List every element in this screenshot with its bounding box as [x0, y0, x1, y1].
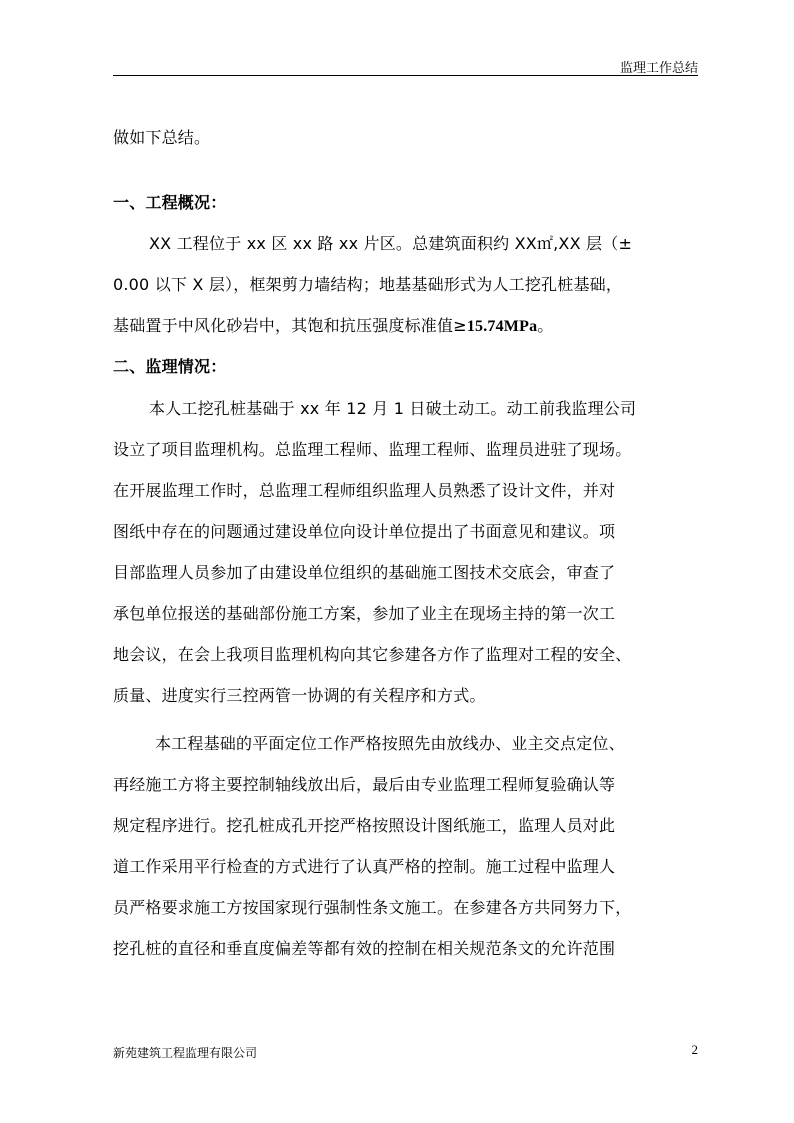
section-2-heading: 二、监理情况：	[113, 357, 227, 376]
paragraph-1-line: 质量、进度实行三控两管一协调的有关程序和方式。	[113, 686, 486, 705]
paragraph-2-line: 挖孔桩的直径和垂直度偏差等都有效的控制在相关规范条文的允许范围	[113, 939, 616, 958]
intro-line: 做如下总结。	[113, 128, 211, 147]
section-1-line-3	[113, 313, 554, 336]
header-title: 监理工作总结	[619, 61, 698, 76]
page-number: 2	[691, 1042, 698, 1057]
paragraph-1-line: 目部监理人员参加了由建设单位组织的基础施工图技术交底会，审查了	[113, 563, 616, 582]
paragraph-1-line: 在开展监理工作时，总监理工程师组织监理人员熟悉了设计文件，并对	[113, 481, 616, 500]
paragraph-2-line: 本工程基础的平面定位工作严格按照先由放线办、业主交点定位、	[155, 734, 625, 753]
paragraph-1-line: 设立了项目监理机构。总监理工程师、监理工程师、监理员进驻了现场。	[113, 440, 632, 459]
section-1-line-1: XX 工程位于 xx 区 xx 路 xx 片区。总建筑面积约 XX㎡,XX 层（±	[149, 234, 633, 253]
paragraph-2-line: 道工作采用平行检查的方式进行了认真严格的控制。施工过程中监理人	[113, 857, 616, 876]
footer-company: 新苑建筑工程监理有限公司	[113, 1046, 258, 1060]
paragraph-2-line: 规定程序进行。挖孔桩成孔开挖严格按照设计图纸施工，监理人员对此	[113, 816, 616, 835]
section-1-line-3-text: 基础置于中风化砂岩中，其饱和抗压强度标准值≥	[113, 316, 467, 335]
paragraph-1-line: 承包单位报送的基础部份施工方案，参加了业主在现场主持的第一次工	[113, 604, 616, 623]
paragraph-1-line: 地会议，在会上我项目监理机构向其它参建各方作了监理对工程的安全、	[113, 645, 632, 664]
section-1-line-2: 0.00 以下 X 层），框架剪力墙结构；地基基础形式为人工挖孔桩基础，	[113, 275, 623, 294]
header-rule	[113, 75, 698, 76]
paragraph-2-line: 再经施工方将主要控制轴线放出后，最后由专业监理工程师复验确认等	[113, 775, 616, 794]
section-1-line-3-end: 。	[537, 316, 554, 335]
paragraph-1-line: 图纸中存在的问题通过建设单位向设计单位提出了书面意见和建议。项	[113, 522, 616, 541]
section-1-heading: 一、工程概况：	[113, 193, 227, 212]
strength-value: 15.74MPa	[466, 318, 538, 335]
paragraph-2-line: 员严格要求施工方按国家现行强制性条文施工。在参建各方共同努力下，	[113, 898, 632, 917]
paragraph-1-line: 本人工挖孔桩基础于 xx 年 12 月 1 日破土动工。动工前我监理公司	[149, 399, 637, 418]
